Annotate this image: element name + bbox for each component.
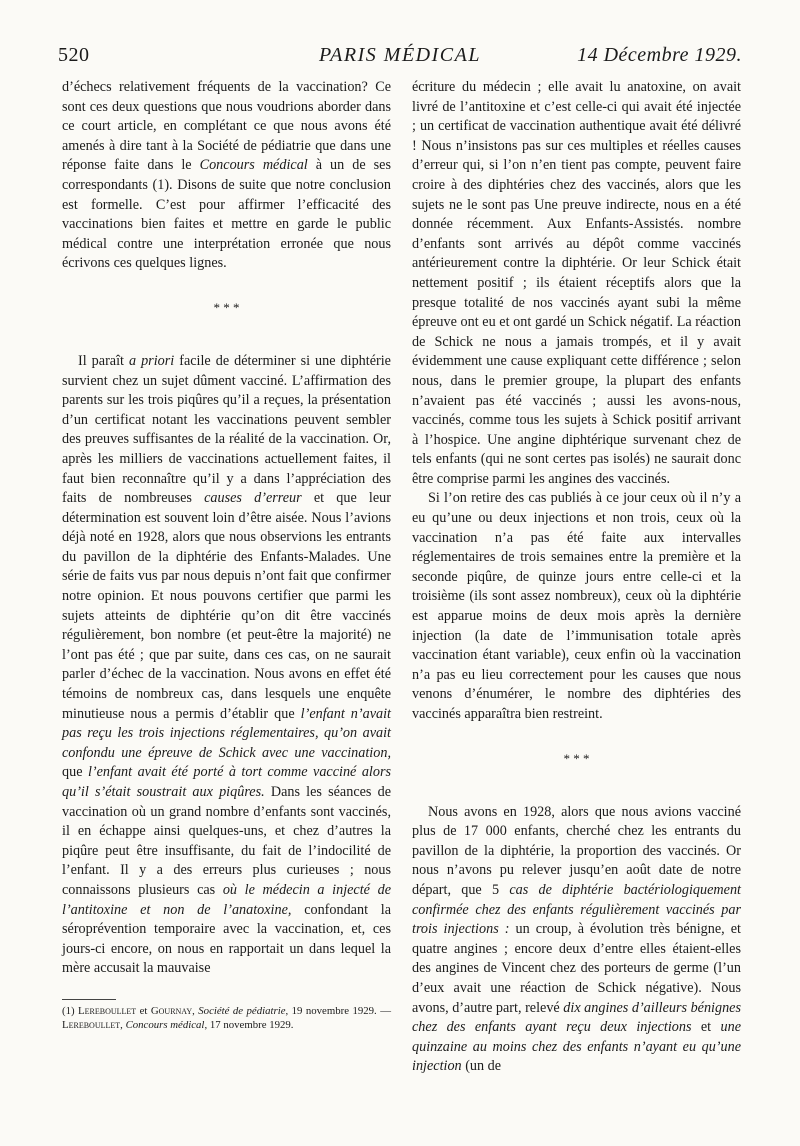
journal-title: PARIS MÉDICAL (319, 44, 481, 66)
section-separator-stars: * * * (213, 299, 240, 315)
page-header (58, 44, 742, 68)
paragraph: d’échecs relativement fréquents de la vaccination? Ce sont ces deux questions que nous voudrions aborder dans ce court article, en complétant ce que nous avons été amenés à dire tant à la Société de pédiatrie que dans une réponse faite dans le Concours médical à un de ses correspondants (1). Disons de suite que notre conclusion est formelle. C’est pour affirmer l’efficacité des vaccinations bien faites et mettre en garde le public médical contre une interprétation erronée que nous écrivons ces quelques lignes. (62, 79, 391, 272)
paragraph: Nous avons en 1928, alors que nous avions vacciné plus de 17 000 enfants, cherché chez les entrants du pavillon de la diphtérie, la proportion des vaccinés. Or nous n’avons pu relever jusqu’en août date de notre départ, que 5 cas de diphtérie bactériologiquement confirmée chez des enfants régulièrement vaccinés par trois injections : un croup, à évolution très bénigne, et quatre angines ; encore deux d’entre elles étaient-elles des angines de Vincent chez des porteurs de germe (l’un d’eux avait une réaction de Schick négative). Nous avons, d’autre part, relevé dix angines d’ailleurs bénignes chez des enfants ayant reçu deux injections et une quinzaine au moins chez des enfants n’ayant eu qu’une injection (un de (412, 803, 741, 1075)
section-separator-stars: * * * (563, 750, 590, 766)
paragraph: Si l’on retire des cas publiés à ce jour ceux où il n’y a eu qu’une ou deux injections et non trois, ceux où la vaccination n’a pas été faite aux intervalles réglementaires de trois semaines entre la première et la seconde piqûre, de quinze jours entre celle-ci et la troisième (ils sont assez nombreux), ceux où la diphtérie est apparue moins de deux mois après la dernière injection (la date de l’immunisation totale après vaccination étant variable), ceux enfin où la vaccination n’a pas eu lieu correctement pour les causes que nous venons d’énumérer, le nombre des diphtéries des vaccinés apparaîtra bien restreint. (412, 490, 741, 722)
paragraph: écriture du médecin ; elle avait lu anatoxine, on avait livré de l’antitoxine et c’est celle-ci qui avait été injectée ; un certificat de vaccination authentique avait été délivré ! Nous n’insistons pas sur ces multiples et réelles causes d’erreur qui, si l’on n’en tient pas compte, peuvent faire croire à des diphtéries chez des vaccinés, alors que les sujets ne le sont pas Une preuve indirecte, nous en a été donnée récemment. Aux Enfants-Assistés. nombre d’enfants sont arrivés au dépôt comme vaccinés antérieurement contre la diphtérie. Or leur Schick était nettement positif ; ils étaient réceptifs alors que la presque totalité de nos vaccinés ayant subi la même épreuve ont eu et ont gardé un Schick négatif. La réaction de Schick ne nous a jamais trompés, et il y avait évidemment une cause expliquant cette différence ; selon nous, dans le premier groupe, la plupart des enfants n’avaient pas été vaccinés ; aussi les avons-nous, vaccinés, comme tous les sujets à Schick positif arrivant à l’hospice. Une angine diphtérique survenant chez de tels enfants (qui ne sont certes pas isolés) ne saurait donc être comprise parmi les angines des vaccinés. (412, 79, 741, 487)
footnote: (1) Lereboullet et Gournay, Société de pédiatrie, 19 novembre 1929. — Lereboullet, Concours médical, 17 novembre 1929. (62, 1004, 391, 1031)
page-number: 520 (58, 44, 90, 66)
right-column (412, 78, 741, 1077)
left-column (62, 78, 391, 1032)
paragraph: Il paraît a priori facile de déterminer si une diphtérie survient chez un sujet dûment vacciné. L’affirmation des parents sur les trois piqûres qu’il a reçues, la présentation d’un certificat notant les vaccinations peuvent sembler des preuves suffisantes de la réalité de la vaccination. Or, après les milliers de vaccinations actuellement faites, il faut bien reconnaître qu’il y a dans l’appréciation des faits de nombreuses causes d’erreur et que leur détermination est souvent loin d’être aisée. Nous l’avions déjà noté en 1928, alors que nous observions les entrants du pavillon de la diphtérie des Enfants-Malades. Une série de faits vus par nous depuis n’ont fait que confirmer notre opinion. Et nous pouvons certifier que parmi les sujets atteints de diphtérie qu’on dit être vaccinés régulièrement, bon nombre (et peut-être la majorité) ne l’ont pas été ; que par suite, dans ces cas, on ne saurait parler d’échec de la vaccination. Nous avons en effet été témoins de nombreux cas, dans lesquels une enquête minutieuse nous a permis d’établir que l’enfant n’avait pas reçu les trois injections réglementaires, qu’on avait confondu une épreuve de Schick avec une vaccination, que l’enfant avait été porté à tort comme vacciné alors qu’il s’était soustrait aux piqûres. Dans les séances de vaccination où un grand nombre d’enfants sont vaccinés, il en échappe ainsi quelques-uns, et chez d’autres la piqûre peut être insuffisante, du fait de l’indocilité de l’enfant. Il y a des erreurs plus curieuses ; nous connaissons plusieurs cas où le médecin a injecté de l’antitoxine et non de l’anatoxine, confondant la séroprévention temporaire avec la vaccination, et, ces jours-ci encore, on nous en rapportait un dans lequel la mère accusait la mauvaise (62, 352, 392, 977)
footnote-rule (62, 999, 116, 1000)
issue-date: 14 Décembre 1929. (577, 44, 742, 66)
